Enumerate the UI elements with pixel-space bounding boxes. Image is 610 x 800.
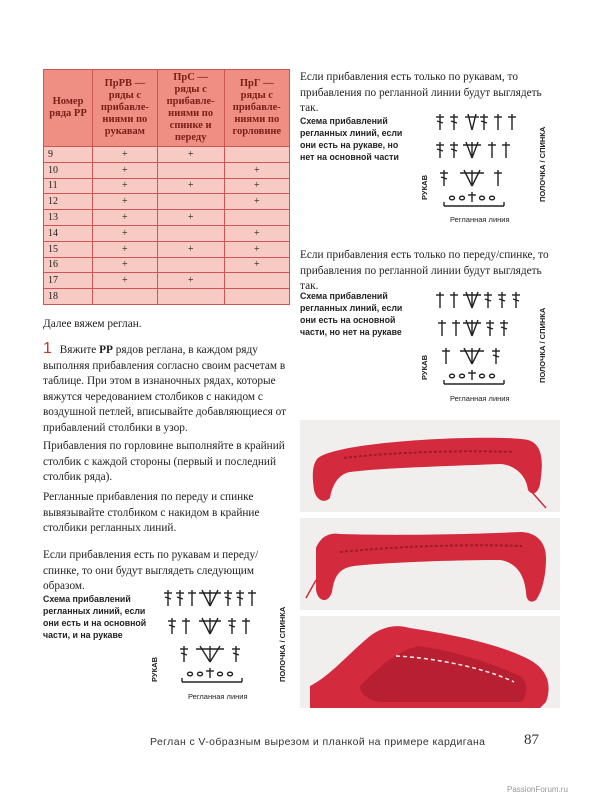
table-row <box>44 194 290 210</box>
table-cell: 14 <box>44 225 93 241</box>
table-row <box>44 273 290 289</box>
paragraph: Если прибавления есть только по переду/спинке, то прибавления по регланной линии будут выглядеть так. <box>300 249 549 292</box>
table-cell: + <box>93 241 158 257</box>
sleeve-label: РУКАВ <box>150 657 159 682</box>
table-cell: + <box>93 178 158 194</box>
table-cell: + <box>224 225 289 241</box>
stitch-chart-icon <box>432 290 532 390</box>
table-cell <box>93 289 158 305</box>
table-cell: 10 <box>44 162 93 178</box>
table-row <box>44 241 290 257</box>
page-number: 87 <box>524 732 539 748</box>
diagram-caption: Схема прибавлений регланных линий, если они есть на рукаве, но нет на основной части <box>300 116 403 162</box>
table-header: Номер ряда РР <box>44 70 93 147</box>
front-back-label: ПОЛОЧКА / СПИНКА <box>278 606 287 682</box>
crochet-photo-3-icon <box>300 616 560 708</box>
table-row <box>44 178 290 194</box>
rows-table <box>43 69 290 305</box>
text: Вяжите <box>59 344 100 356</box>
step-number: 1 <box>43 340 52 357</box>
diagram-caption: Схема прибавлений регланных линий, если они есть и на основной части, и на рукаве <box>43 594 147 640</box>
raglan-line-label: Регланная линия <box>450 215 510 224</box>
crochet-photo-1-icon <box>300 420 560 512</box>
table-cell <box>224 273 289 289</box>
diagram-both <box>150 588 295 708</box>
table-cell: + <box>157 273 224 289</box>
table-cell: 12 <box>44 194 93 210</box>
table-cell <box>224 210 289 226</box>
crochet-photo-2-icon <box>300 518 560 610</box>
raglan-line-label: Регланная линия <box>450 394 510 403</box>
table-cell <box>157 289 224 305</box>
table-cell: 17 <box>44 273 93 289</box>
table-row <box>44 225 290 241</box>
table-header: ПрГ — ряды с прибавле-ниями по горловине <box>224 70 289 147</box>
table-cell <box>157 194 224 210</box>
table-row <box>44 147 290 163</box>
paragraph: Если прибавления есть по рукавам и переду/спинке, то они будут выглядеть следующим образом. <box>43 549 259 592</box>
table-cell: + <box>224 241 289 257</box>
table-cell <box>224 289 289 305</box>
table-cell: + <box>157 147 224 163</box>
stitch-chart-icon <box>432 112 532 212</box>
table-row <box>44 162 290 178</box>
sleeve-label: РУКАВ <box>420 355 429 380</box>
diagram-caption: Схема прибавлений регланных линий, если они есть на основной части, но нет на рукаве <box>300 291 403 337</box>
text: рядов реглана, в каждом ряду выполняя прибавления согласно своим расчетам в таблице. При этом в изнаночных рядах, которые вяжутся чередованием столбиков с накидом с воздушной петлей, вписывайте добавляющиеся от прибавлений столбики в узор. <box>43 344 287 434</box>
table-cell: + <box>93 225 158 241</box>
table-cell <box>224 147 289 163</box>
table-cell <box>157 162 224 178</box>
table-cell: 16 <box>44 257 93 273</box>
paragraph: Если прибавления есть только по рукавам, то прибавления по регланной линии будут выглядеть так. <box>300 71 542 114</box>
table-cell: + <box>93 194 158 210</box>
table-cell: + <box>93 210 158 226</box>
table-cell: 18 <box>44 289 93 305</box>
diagram-sleeve-only <box>420 112 555 227</box>
table-cell: + <box>93 147 158 163</box>
table-cell: + <box>157 178 224 194</box>
table-row <box>44 289 290 305</box>
text-bold: РР <box>99 344 113 356</box>
table-header: ПрС — ряды с прибавле-ниями по спинке и переду <box>157 70 224 147</box>
table-cell <box>157 257 224 273</box>
table-cell: + <box>224 194 289 210</box>
paragraph: Прибавления по горловине выполняйте в крайний столбик с каждой стороны (первый и последний столбик ряда). <box>43 440 285 483</box>
front-back-label: ПОЛОЧКА / СПИНКА <box>538 126 547 202</box>
paragraph: Далее вяжем реглан. <box>43 318 142 330</box>
table-cell: + <box>224 178 289 194</box>
front-back-label: ПОЛОЧКА / СПИНКА <box>538 307 547 383</box>
table-cell: 11 <box>44 178 93 194</box>
table-cell <box>157 225 224 241</box>
table-cell: + <box>93 273 158 289</box>
paragraph: Регланные прибавления по переду и спинке вывязывайте столбиком с накидом в крайние столбики регланных линий. <box>43 491 260 534</box>
raglan-line-label: Регланная линия <box>188 692 248 701</box>
table-cell: + <box>157 241 224 257</box>
table-cell: + <box>93 162 158 178</box>
stitch-chart-icon <box>162 588 277 688</box>
running-footer: Реглан с V-образным вырезом и планкой на примере кардигана <box>150 736 486 748</box>
watermark: PassionForum.ru <box>507 785 568 794</box>
diagram-body-only <box>420 290 555 408</box>
sleeve-label: РУКАВ <box>420 175 429 200</box>
table-cell: 9 <box>44 147 93 163</box>
table-header: ПрРВ — ряды с прибавле-ниями по рукавам <box>93 70 158 147</box>
step-paragraph <box>43 341 293 436</box>
table-row <box>44 257 290 273</box>
table-row <box>44 210 290 226</box>
table-cell: 13 <box>44 210 93 226</box>
table-cell: + <box>157 210 224 226</box>
table-cell: 15 <box>44 241 93 257</box>
table-cell: + <box>93 257 158 273</box>
table-cell: + <box>224 162 289 178</box>
table-cell: + <box>224 257 289 273</box>
